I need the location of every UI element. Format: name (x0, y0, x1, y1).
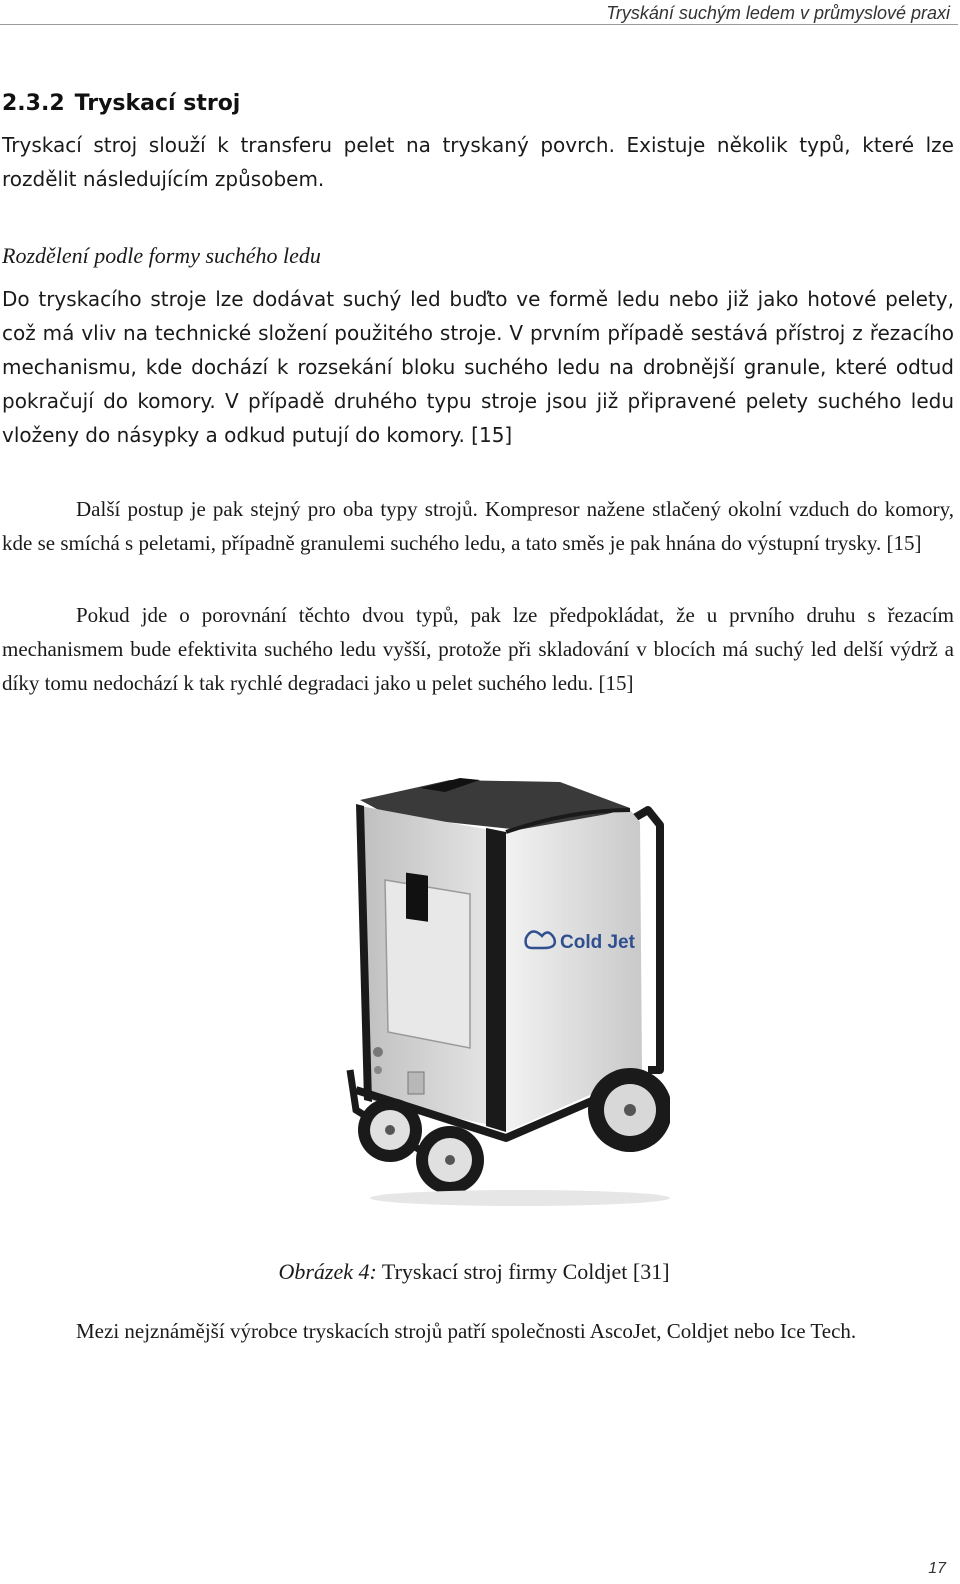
header-divider (0, 24, 958, 25)
figure-coldjet-machine (330, 770, 670, 1210)
wheel-icon (416, 1126, 484, 1194)
paragraph-3: Pokud jde o porovnání těchto dvou typů, pak lze předpokládat, že u prvního druhu s řezacím mechanismem bude efektivita suchého ledu vyšší, protože při skladování v blocích má suchý led delší výdrž a díky tomu nedochází k tak rychlé degradaci jako u pelet suchého ledu. [15] (2, 603, 954, 695)
wheel-icon (588, 1068, 670, 1152)
subsection-heading: Rozdělení podle formy suchého ledu (2, 243, 321, 268)
paragraph-2: Další postup je pak stejný pro oba typy strojů. Kompresor nažene stlačený okolní vzduch do komory, kde se smíchá s peletami, případně granulemi suchého ledu, a tato směs je pak hnána do výstupní trysky. [15] (2, 497, 954, 555)
paragraph-4: Mezi nejznámější výrobce tryskacích strojů patří společnosti AscoJet, Coldjet nebo Ice Tech. (76, 1319, 857, 1343)
wheel-icon (358, 1098, 422, 1162)
intro-paragraph: Tryskací stroj slouží k transferu pelet na tryskaný povrch. Existuje několik typů, které lze rozdělit následujícím způsobem. (2, 133, 954, 191)
caption-text: Tryskací stroj firmy Coldjet [31] (381, 1259, 670, 1284)
paragraph-1: Do tryskacího stroje lze dodávat suchý led buďto ve formě ledu nebo již jako hotové pelety, což má vliv na technické složení použitého stroje. V prvním případě sestává přístroj z řezacího mechanismu, kde dochází k rozsekání bloku suchého ledu na drobnější granule, které odtud pokračují do komory. V případě druhého typu stroje jsou již připravené pelety suchého ledu vloženy do násypky a odkud putují do komory. [15] (2, 287, 954, 447)
figure-caption (0, 1256, 948, 1288)
running-header: Tryskání suchým ledem v průmyslové praxi (606, 3, 950, 23)
section-heading (2, 88, 240, 120)
section-title: Tryskací stroj (74, 91, 241, 116)
logo-text: Cold Jet (560, 932, 635, 953)
page-number: 17 (928, 1560, 946, 1577)
coldjet-machine-illustration (330, 770, 670, 1210)
section-number: 2.3.2 (2, 91, 65, 116)
caption-label: Obrázek 4: (278, 1259, 377, 1284)
